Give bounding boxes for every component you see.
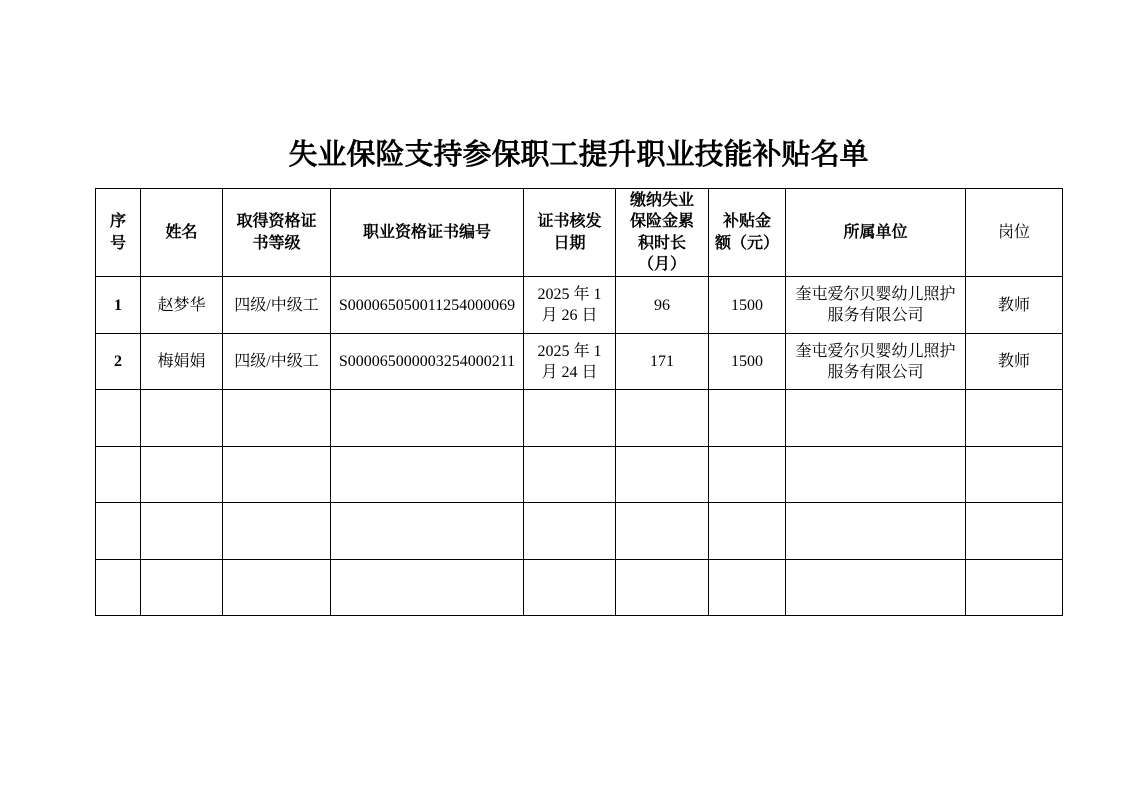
empty-cell [616,503,709,560]
subsidy-roster-table [95,188,1063,616]
empty-cell [709,560,786,616]
empty-cell [786,560,966,616]
header-contribution-months: 缴纳失业 保险金累 积时长 （月） [616,189,709,277]
empty-cell [141,560,223,616]
document-title: 失业保险支持参保职工提升职业技能补贴名单 [288,139,869,171]
empty-cell [616,390,709,447]
cell-seq: 1 [96,277,141,334]
empty-cell [223,390,331,447]
header-employer: 所属单位 [786,189,966,277]
empty-cell [223,560,331,616]
empty-cell [966,390,1063,447]
table-row-empty [96,390,1063,447]
employer-text: 奎屯爱尔贝婴幼儿照护服务有限公司 [795,286,956,324]
empty-cell [616,447,709,503]
header-cert-level: 取得资格证 书等级 [223,189,331,277]
cell-name: 梅娟娟 [141,334,223,390]
empty-cell [96,390,141,447]
cell-cert-level: 四级/中级工 [223,334,331,390]
empty-cell [331,503,524,560]
table-row-empty [96,503,1063,560]
empty-cell [331,560,524,616]
header-name: 姓名 [141,189,223,277]
header-cert-number: 职业资格证书编号 [331,189,524,277]
empty-cell [786,390,966,447]
empty-cell [331,390,524,447]
empty-cell [141,503,223,560]
cell-issue-date [524,334,616,390]
cell-issue-date [524,277,616,334]
table-row [96,277,1063,334]
cell-contribution-months: 171 [616,334,709,390]
header-position: 岗位 [966,189,1063,277]
empty-cell [786,503,966,560]
empty-cell [786,447,966,503]
empty-cell [524,560,616,616]
cell-name: 赵梦华 [141,277,223,334]
table-header-row [96,189,1063,277]
empty-cell [141,447,223,503]
cell-seq: 2 [96,334,141,390]
empty-cell [966,503,1063,560]
empty-cell [616,560,709,616]
cell-subsidy-amount: 1500 [709,334,786,390]
cell-position: 教师 [966,277,1063,334]
empty-cell [96,447,141,503]
empty-cell [223,447,331,503]
empty-cell [524,447,616,503]
empty-cell [96,503,141,560]
empty-cell [524,390,616,447]
header-seq: 序 号 [96,189,141,277]
empty-cell [709,503,786,560]
cell-cert-number: S000065050011254000069 [331,277,524,334]
cell-contribution-months: 96 [616,277,709,334]
table-row [96,334,1063,390]
cell-subsidy-amount: 1500 [709,277,786,334]
header-issue-date: 证书核发 日期 [524,189,616,277]
empty-cell [709,390,786,447]
empty-cell [966,447,1063,503]
employer-text: 奎屯爱尔贝婴幼儿照护服务有限公司 [795,342,956,381]
cell-position: 教师 [966,334,1063,390]
cell-cert-number: S000065000003254000211 [331,334,524,390]
empty-cell [709,447,786,503]
table-row-empty [96,447,1063,503]
issue-date-text: 2025 年 1 月 24 日 [537,342,602,381]
empty-cell [331,447,524,503]
empty-cell [524,503,616,560]
cell-cert-level: 四级/中级工 [223,277,331,334]
header-subsidy-amount: 补贴金 额（元） [709,189,786,277]
issue-date-text: 2025 年 1 月 26 日 [537,286,602,324]
empty-cell [223,503,331,560]
cell-employer [786,277,966,334]
empty-cell [96,560,141,616]
empty-cell [141,390,223,447]
cell-employer [786,334,966,390]
empty-cell [966,560,1063,616]
table-row-empty [96,560,1063,616]
